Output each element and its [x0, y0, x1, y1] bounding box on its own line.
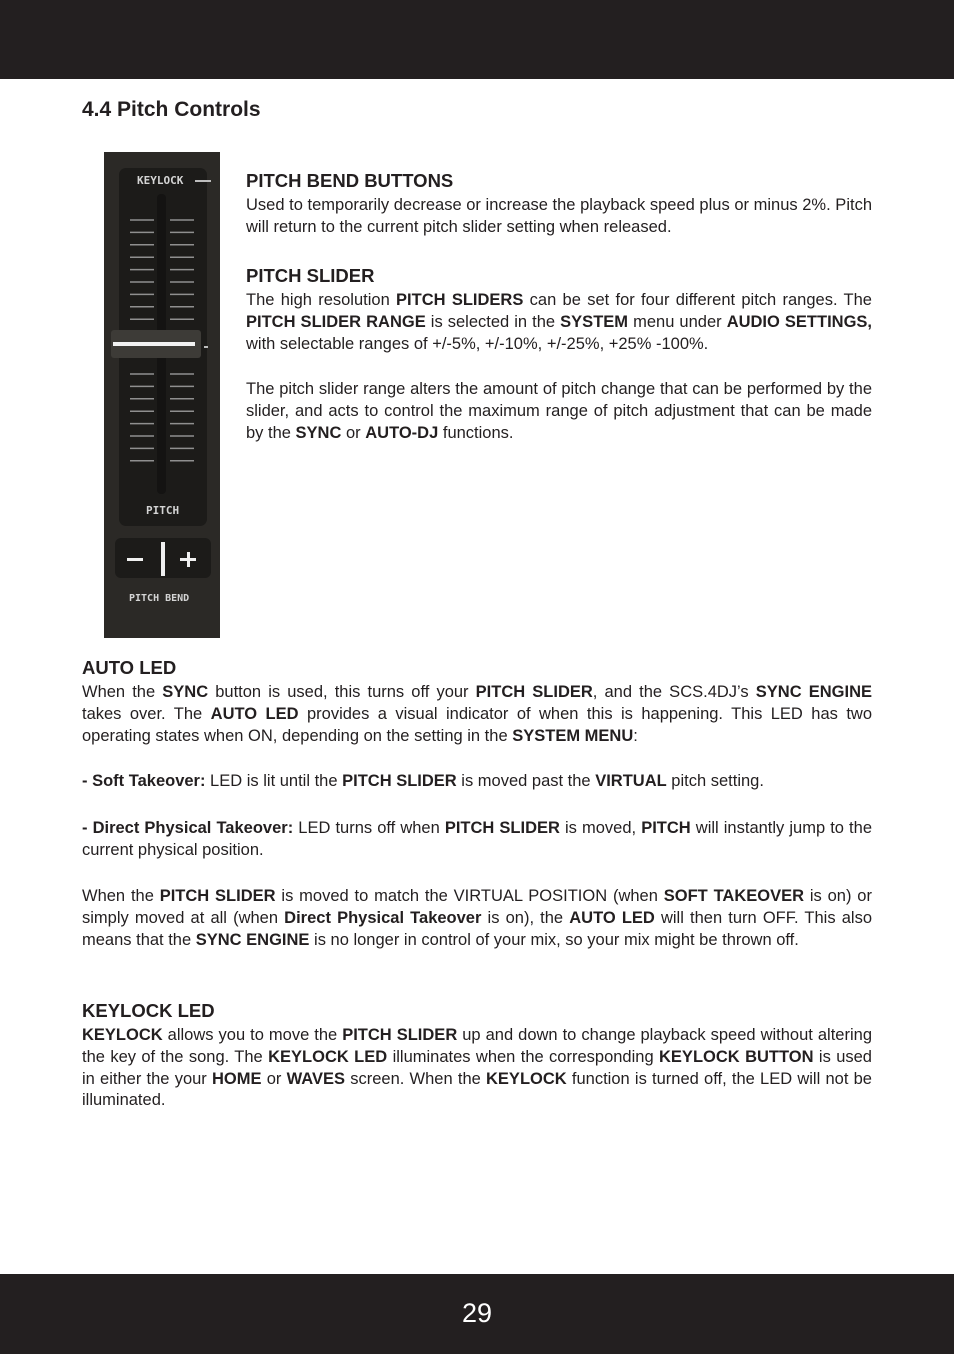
text-run: or [341, 423, 366, 442]
text-run: will instantly jump to the current physical position. [82, 819, 872, 859]
text-run: The pitch slider range alters the amount of pitch change that can be performed by the slider, and acts to control the maximum range of pitch adjustment that can be made by the [246, 380, 872, 442]
auto-led-heading: AUTO LED [82, 657, 177, 678]
text-run: with selectable ranges of +/-5%, +/-10%, +/-25%, +25% -100%. [246, 334, 709, 353]
keylock-led-section [82, 1000, 872, 1112]
text-run: When the [82, 887, 160, 905]
text-run: functions. [438, 423, 514, 442]
bold-term: SYNC ENGINE [195, 930, 310, 949]
text-run: LED is lit until the [205, 772, 343, 790]
header-bar [0, 0, 954, 79]
text-run: is selected in the [425, 312, 561, 331]
pitch-bend-text: Used to temporarily decrease or increase the playback speed plus or minus 2%. Pitch will return to the current pitch slider setting when released. [246, 196, 872, 236]
divider-icon [161, 542, 165, 576]
bold-term: PITCH SLIDER [444, 819, 560, 837]
auto-led-off-section [82, 886, 872, 951]
pitch-slider-range-section [246, 379, 872, 444]
text-run: is used in either the your [82, 1047, 872, 1088]
bold-term: SYNC [162, 683, 209, 701]
text-run: or [261, 1069, 287, 1088]
bold-term: PITCH SLIDERS [396, 291, 524, 309]
text-run: pitch setting. [666, 772, 764, 790]
auto-led-paragraph-1 [82, 682, 872, 747]
text-run: is moved, [559, 819, 642, 837]
bold-term: PITCH SLIDER [342, 772, 457, 790]
bold-term: - Direct Physical Takeover: [82, 819, 294, 837]
auto-led-paragraph-4 [82, 886, 872, 951]
text-run: button is used, this turns off your [208, 683, 476, 701]
text-run: : [633, 726, 638, 745]
bold-term: PITCH SLIDER [342, 1026, 458, 1044]
text-run: is moved past the [456, 772, 596, 790]
text-run: LED turns off when [293, 819, 445, 837]
pitch-bend-section [246, 170, 872, 239]
page-number: 29 [461, 1298, 493, 1328]
bold-term: SYSTEM MENU [512, 726, 634, 745]
bold-term: AUTO LED [210, 704, 299, 723]
text-run: is no longer in control of your mix, so your mix might be thrown off. [309, 930, 799, 949]
bold-term: KEYLOCK [486, 1069, 567, 1088]
pitch-slider-paragraph-1 [246, 290, 872, 355]
keylock-led-heading: KEYLOCK LED [82, 1000, 215, 1021]
keylock-led-paragraph [82, 1025, 872, 1112]
soft-takeover-text [82, 771, 872, 793]
pitch-slider-heading: PITCH SLIDER [246, 265, 375, 286]
text-run: is on), the [481, 908, 570, 927]
pitch-bend-label: PITCH BEND [129, 593, 190, 604]
text-run: , and the SCS.4DJ’s [592, 683, 756, 701]
bold-term: SOFT TAKEOVER [663, 887, 805, 905]
minus-icon [127, 558, 143, 561]
pitch-slider-section [246, 265, 872, 355]
pitch-slider-paragraph-2 [246, 379, 872, 444]
text-run: provides a visual indicator of when this is happening. This LED has two operating states when ON, depending on the setting in the [82, 704, 872, 745]
bold-term: HOME [212, 1069, 262, 1088]
bold-term: PITCH SLIDER [475, 683, 593, 701]
plus-icon-vertical [187, 552, 190, 567]
section-title: 4.4 Pitch Controls [82, 98, 261, 121]
bold-term: PITCH [641, 819, 691, 837]
pitch-bend-heading: PITCH BEND BUTTONS [246, 170, 454, 191]
text-run: takes over. The [82, 704, 211, 723]
bold-term: WAVES [286, 1069, 345, 1088]
pitch-label: PITCH [146, 504, 180, 517]
text-run: is on) or simply moved at all (when [82, 887, 872, 927]
text-run: allows you to move the [162, 1026, 343, 1044]
text-run: menu under [628, 312, 727, 331]
keylock-label: KEYLOCK [137, 174, 184, 187]
text-run: screen. When the [345, 1069, 487, 1088]
text-run: illuminates when the corresponding [387, 1047, 660, 1066]
text-run: up and down to change playback speed without altering the key of the song. The [82, 1026, 872, 1066]
text-run: The high resolution [246, 291, 397, 309]
pitch-fader-line [113, 342, 195, 346]
bold-term: SYNC [295, 423, 342, 442]
bold-term: AUTO LED [569, 908, 655, 927]
text-run: can be set for four different pitch ranges. The [523, 291, 872, 309]
auto-led-section [82, 657, 872, 747]
pitch-controls-image [104, 152, 220, 638]
bold-term: AUTO-DJ [365, 423, 439, 442]
bold-term: KEYLOCK BUTTON [659, 1047, 814, 1066]
text-run: function is turned off, the LED will not be illuminated. [82, 1069, 872, 1110]
text-run: When the [82, 683, 163, 701]
direct-takeover-text [82, 818, 872, 862]
bold-term: KEYLOCK LED [268, 1047, 388, 1066]
bold-term: SYNC ENGINE [755, 683, 872, 701]
bold-term: Direct Physical Takeover [284, 908, 482, 927]
bold-term: - Soft Takeover: [82, 772, 206, 790]
text-run: is moved to match the VIRTUAL POSITION (when [275, 887, 664, 905]
bold-term: VIRTUAL [595, 772, 667, 790]
bold-term: PITCH SLIDER RANGE [246, 312, 426, 331]
bold-term: AUDIO SETTINGS, [726, 312, 873, 331]
soft-takeover-section [82, 771, 872, 793]
center-detent-mark [204, 346, 208, 348]
direct-takeover-section [82, 818, 872, 862]
text-run: will then turn OFF. This also means that the [82, 908, 873, 949]
bold-term: KEYLOCK [82, 1026, 163, 1044]
bold-term: SYSTEM [560, 312, 629, 331]
bold-term: PITCH SLIDER [159, 887, 276, 905]
